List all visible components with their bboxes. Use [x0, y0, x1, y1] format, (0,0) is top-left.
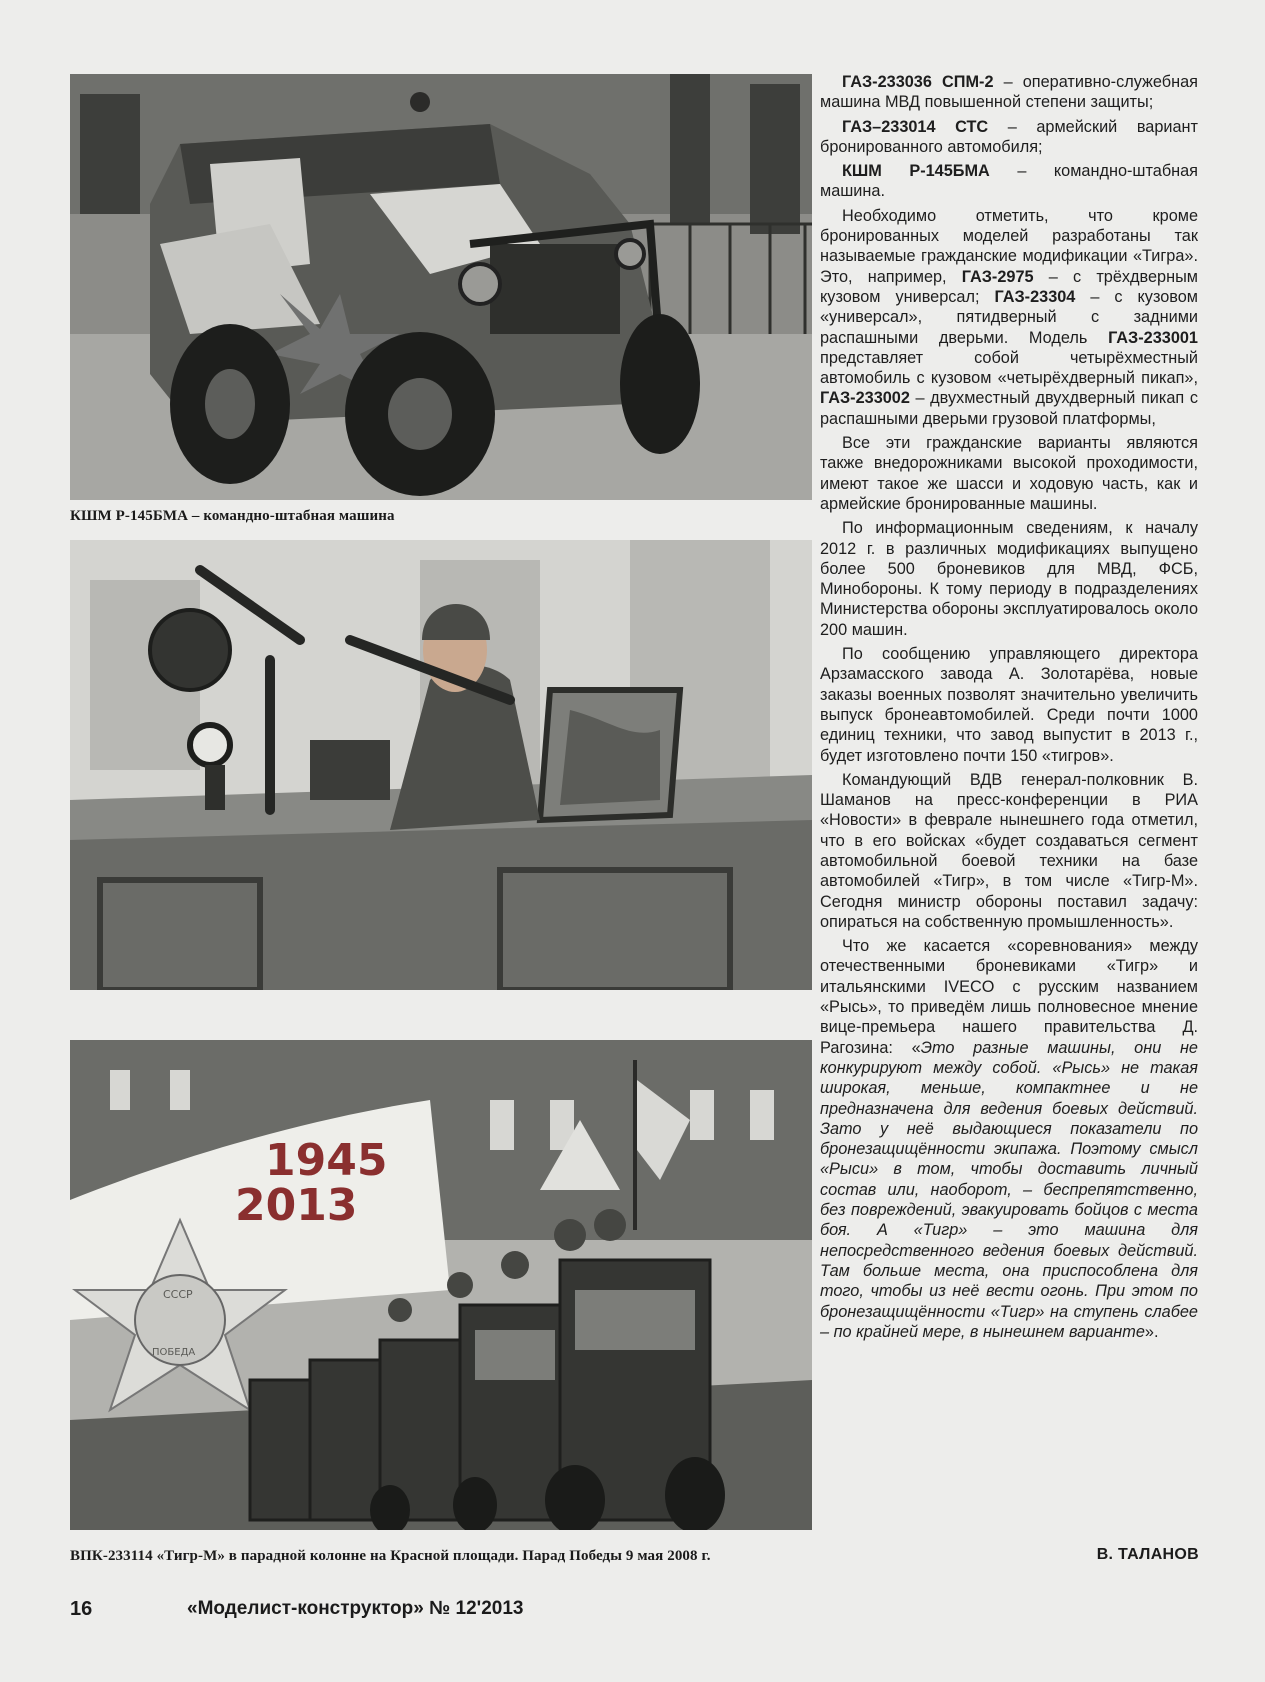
caption-photo-1: КШМ Р-145БМА – командно-штабная машина — [70, 508, 395, 524]
photo-kshm-vehicle — [70, 74, 812, 500]
banner-year-1945: 1945 — [265, 1135, 388, 1186]
journal-title: «Моделист-конструктор» № 12'2013 — [187, 1598, 524, 1619]
rogozin-quote: Это разные машины, они не конкурируют между собой. «Рысь» не такая широкая, меньше, компактнее и не предназначена для ведения боевых действий. Зато у неё выдающиеся показатели по бронезащищённости экипажа. Поэтому смысл «Рыси» в том, чтобы доставить личный состав или, наоборот, – беспрепятственно, без повреждений, эвакуировать бойцов с места боя. А «Тигр» – это машина для непосредственного ведения боевых действий. Там больше места, она приспособлена для того, чтобы из неё вести огонь. При этом по бронезащищённости «Тигр» на ступень слабее – по крайней мере, в нынешнем варианте — [820, 1038, 1198, 1341]
para-arzamas-orders: По сообщению управляющего директора Арзамасского завода А. Золотарёва, новые заказы военных позволят значительно увеличить выпуск бронеавтомобилей. Среди почти 1000 единиц техники, что завод выпустит в 2013 г., будет изготовлено почти 150 «тигров». — [820, 645, 1198, 765]
model-gaz-233036: ГАЗ-233036 СПМ-2 — [842, 73, 994, 91]
photo-parade-column — [70, 1040, 812, 1530]
photo-kshm-image — [70, 74, 812, 500]
photo-soldier-image — [70, 540, 812, 990]
page-number: 16 — [70, 1598, 93, 1620]
badge-text-pobeda: ПОБЕДА — [152, 1347, 196, 1358]
model-gaz-233014: ГАЗ–233014 СТС — [842, 117, 989, 136]
caption-photo-3: ВПК-233114 «Тигр-М» в парадной колонне на Красной площади. Парад Победы 9 мая 2008 г. — [70, 1548, 711, 1564]
para-vdv-commander: Командующий ВДВ генерал-полковник В. Шаманов на пресс-конференции в РИА «Новости» в феврале нынешнего года отметил, что в его войсках «будет создаваться сегмент автомобильной боевой техники на базе автомобилей «Тигр», в том числе «Тигр-М». Сегодня министр обороны поставил задачу: опираться на собственную промышленность». — [820, 770, 1198, 931]
para-production-2012: По информационным сведениям, к началу 2012 г. в различных модификациях выпущено более 500 броневиков для МВД, ФСБ, Минобороны. К тому периоду в подразделениях Министерства обороны эксплуатировалось около 200 машин. — [820, 519, 1198, 639]
photo-soldier-gunner — [70, 540, 812, 990]
para-rogozin-quote: Что же касается «соревнования» между отечественными броневиками «Тигр» и итальянскими IVECO с русским названием «Рысь», то приведём лишь полновесное мнение вице-премьера нашего правительства Д. Рагозина: «Это разные машины, они не конкурируют между собой. «Рысь» не такая широкая, меньше, компактнее и не предназначена для ведения боевых действий. Зато у неё выдающиеся показатели по бронезащищённости экипажа. Поэтому смысл «Рыси» в том, чтобы доставить личный состав или, наоборот, – беспрепятственно, без повреждений, эвакуировать бойцов с места боя. А «Тигр» – это машина для непосредственного ведения боевых действий. Там больше места, она приспособлена для того, чтобы из неё вести огонь. При этом по бронезащищённости «Тигр» на ступень слабее – по крайней мере, в нынешнем варианте». — [820, 937, 1198, 1341]
para-civil-models: Необходимо отметить, что кроме бронированных моделей разработаны так называемые гражданские модификации «Тигра». Это, например, ГАЗ-2975 – с трёхдверным кузовом универсал; ГАЗ-23304 – с кузовом «универсал», пятидверный с задними распашными дверьми. Модель ГАЗ-233001 представляет собой четырёхместный автомобиль с кузовом «четырёхдверный пикап», ГАЗ-233002 – двухместный двухдверный пикап с распашными дверьми грузовой платформы, — [820, 206, 1199, 428]
para-gaz-233036: ГАЗ-233036 СПМ-2 – оперативно-служебная машина МВД повышенной степени защиты; — [820, 73, 1198, 112]
para-kshm: КШМ Р-145БМА – командно-штабная машина. — [820, 162, 1199, 201]
article-text-column — [820, 72, 1198, 1342]
model-kshm: КШМ Р-145БМА — [842, 162, 990, 181]
banner-year-2013: 2013 — [235, 1180, 358, 1231]
author-name: В. ТАЛАНОВ — [1096, 1546, 1199, 1563]
para-offroad: Все эти гражданские варианты являются также внедорожниками высокой проходимости, имеют такое же шасси и ходовую часть, как и армейские бронированные машины. — [820, 434, 1198, 513]
photo-parade-image — [70, 1040, 812, 1530]
badge-text-ussr: СССР — [163, 1288, 193, 1301]
para-gaz-233014: ГАЗ–233014 СТС – армейский вариант бронированного автомобиля; — [820, 117, 1198, 156]
